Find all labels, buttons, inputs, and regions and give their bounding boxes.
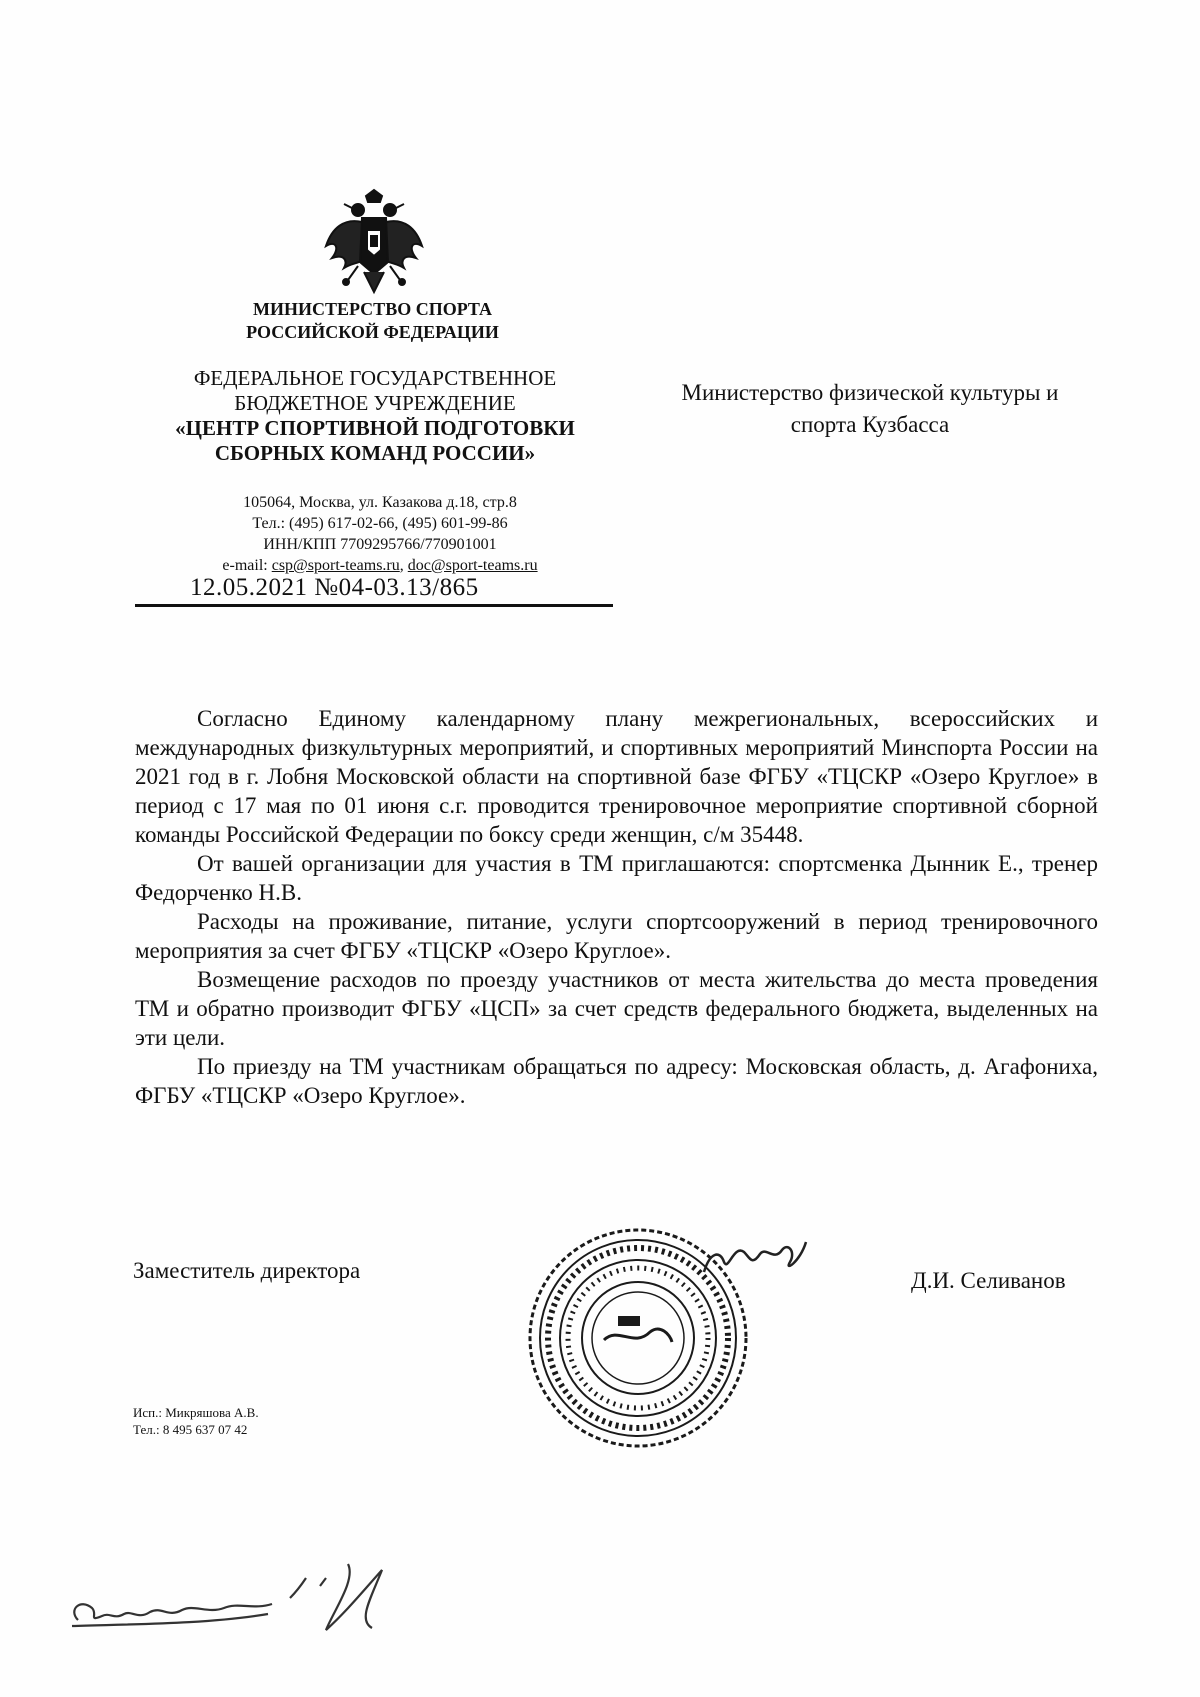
ministry-name: [200, 298, 545, 344]
email-separator: ,: [399, 557, 408, 574]
body-paragraph-2: От вашей организации для участия в ТМ приглашаются: спортсменка Дынник Е., тренер Федорченко Н.В.: [135, 851, 1098, 905]
email-label: e-mail:: [222, 557, 272, 574]
recipient: [640, 377, 1100, 441]
organization-name: [130, 366, 620, 466]
executor-phone: Тел.: 8 495 637 07 42: [133, 1422, 248, 1437]
body-paragraph-5: По приезду на ТМ участникам обращаться по адресу: Московская область, д. Агафониха, ФГБУ «ТЦСКР «Озеро Круглое».: [135, 1054, 1098, 1108]
recipient-line-2: спорта Кузбасса: [790, 412, 950, 437]
body-paragraph-1: Согласно Единому календарному плану межрегиональных, всероссийских и международных физкультурных мероприятий, и спортивных мероприятий Минспорта России на 2021 год в г. Лобня Московской области на спортивной базе ФГБУ «ТЦСКР «Озеро Круглое» в период с 17 мая по 01 июня с.г. проводится тренировочное мероприятие спортивной сборной команды Российской Федерации по боксу среди женщин, с/м 35448.: [135, 706, 1098, 847]
email-link-1[interactable]: csp@sport-teams.ru: [271, 557, 400, 574]
body-paragraph-3: Расходы на проживание, питание, услуги спортсооружений в период тренировочного мероприятия за счет ФГБУ «ТЦСКР «Озеро Круглое».: [135, 909, 1098, 963]
coat-of-arms-emblem: [322, 188, 426, 296]
signatory-title: Заместитель директора: [133, 1258, 361, 1283]
recipient-line-1: Министерство физической культуры и: [681, 380, 1059, 405]
contact-block: [180, 492, 580, 576]
signatory-name: Д.И. Селиванов: [911, 1268, 1066, 1293]
handwritten-note-scribble: [58, 1550, 398, 1642]
address: 105064, Москва, ул. Казакова д.18, стр.8: [243, 494, 517, 511]
org-line-3: «ЦЕНТР СПОРТИВНОЙ ПОДГОТОВКИ: [175, 416, 575, 440]
handwritten-signature: [700, 1232, 810, 1282]
ministry-line-2: РОССИЙСКОЙ ФЕДЕРАЦИИ: [246, 322, 499, 342]
org-line-1: ФЕДЕРАЛЬНОЕ ГОСУДАРСТВЕННОЕ: [193, 366, 557, 390]
letter-body: [135, 704, 1098, 1110]
executor-name: Исп.: Микряшова А.В.: [133, 1405, 259, 1420]
inn-kpp: ИНН/КПП 7709295766/770901001: [263, 536, 497, 553]
email-link-2[interactable]: doc@sport-teams.ru: [407, 557, 538, 574]
ministry-line-1: МИНИСТЕРСТВО СПОРТА: [252, 299, 493, 319]
org-line-2: БЮДЖЕТНОЕ УЧРЕЖДЕНИЕ: [234, 391, 516, 415]
body-paragraph-4: Возмещение расходов по проезду участников от места жительства до места проведения ТМ и обратно производит ФГБУ «ЦСП» за счет средств федерального бюджета, выделенных на эти цели.: [135, 967, 1098, 1050]
email-line: [180, 555, 580, 576]
org-line-4: СБОРНЫХ КОМАНД РОССИИ»: [214, 441, 536, 465]
phone: Тел.: (495) 617-02-66, (495) 601-99-86: [252, 515, 508, 532]
header-divider: [135, 604, 613, 607]
executor-info: [133, 1404, 259, 1438]
document-date-number: 12.05.2021 №04-03.13/865: [190, 574, 479, 601]
